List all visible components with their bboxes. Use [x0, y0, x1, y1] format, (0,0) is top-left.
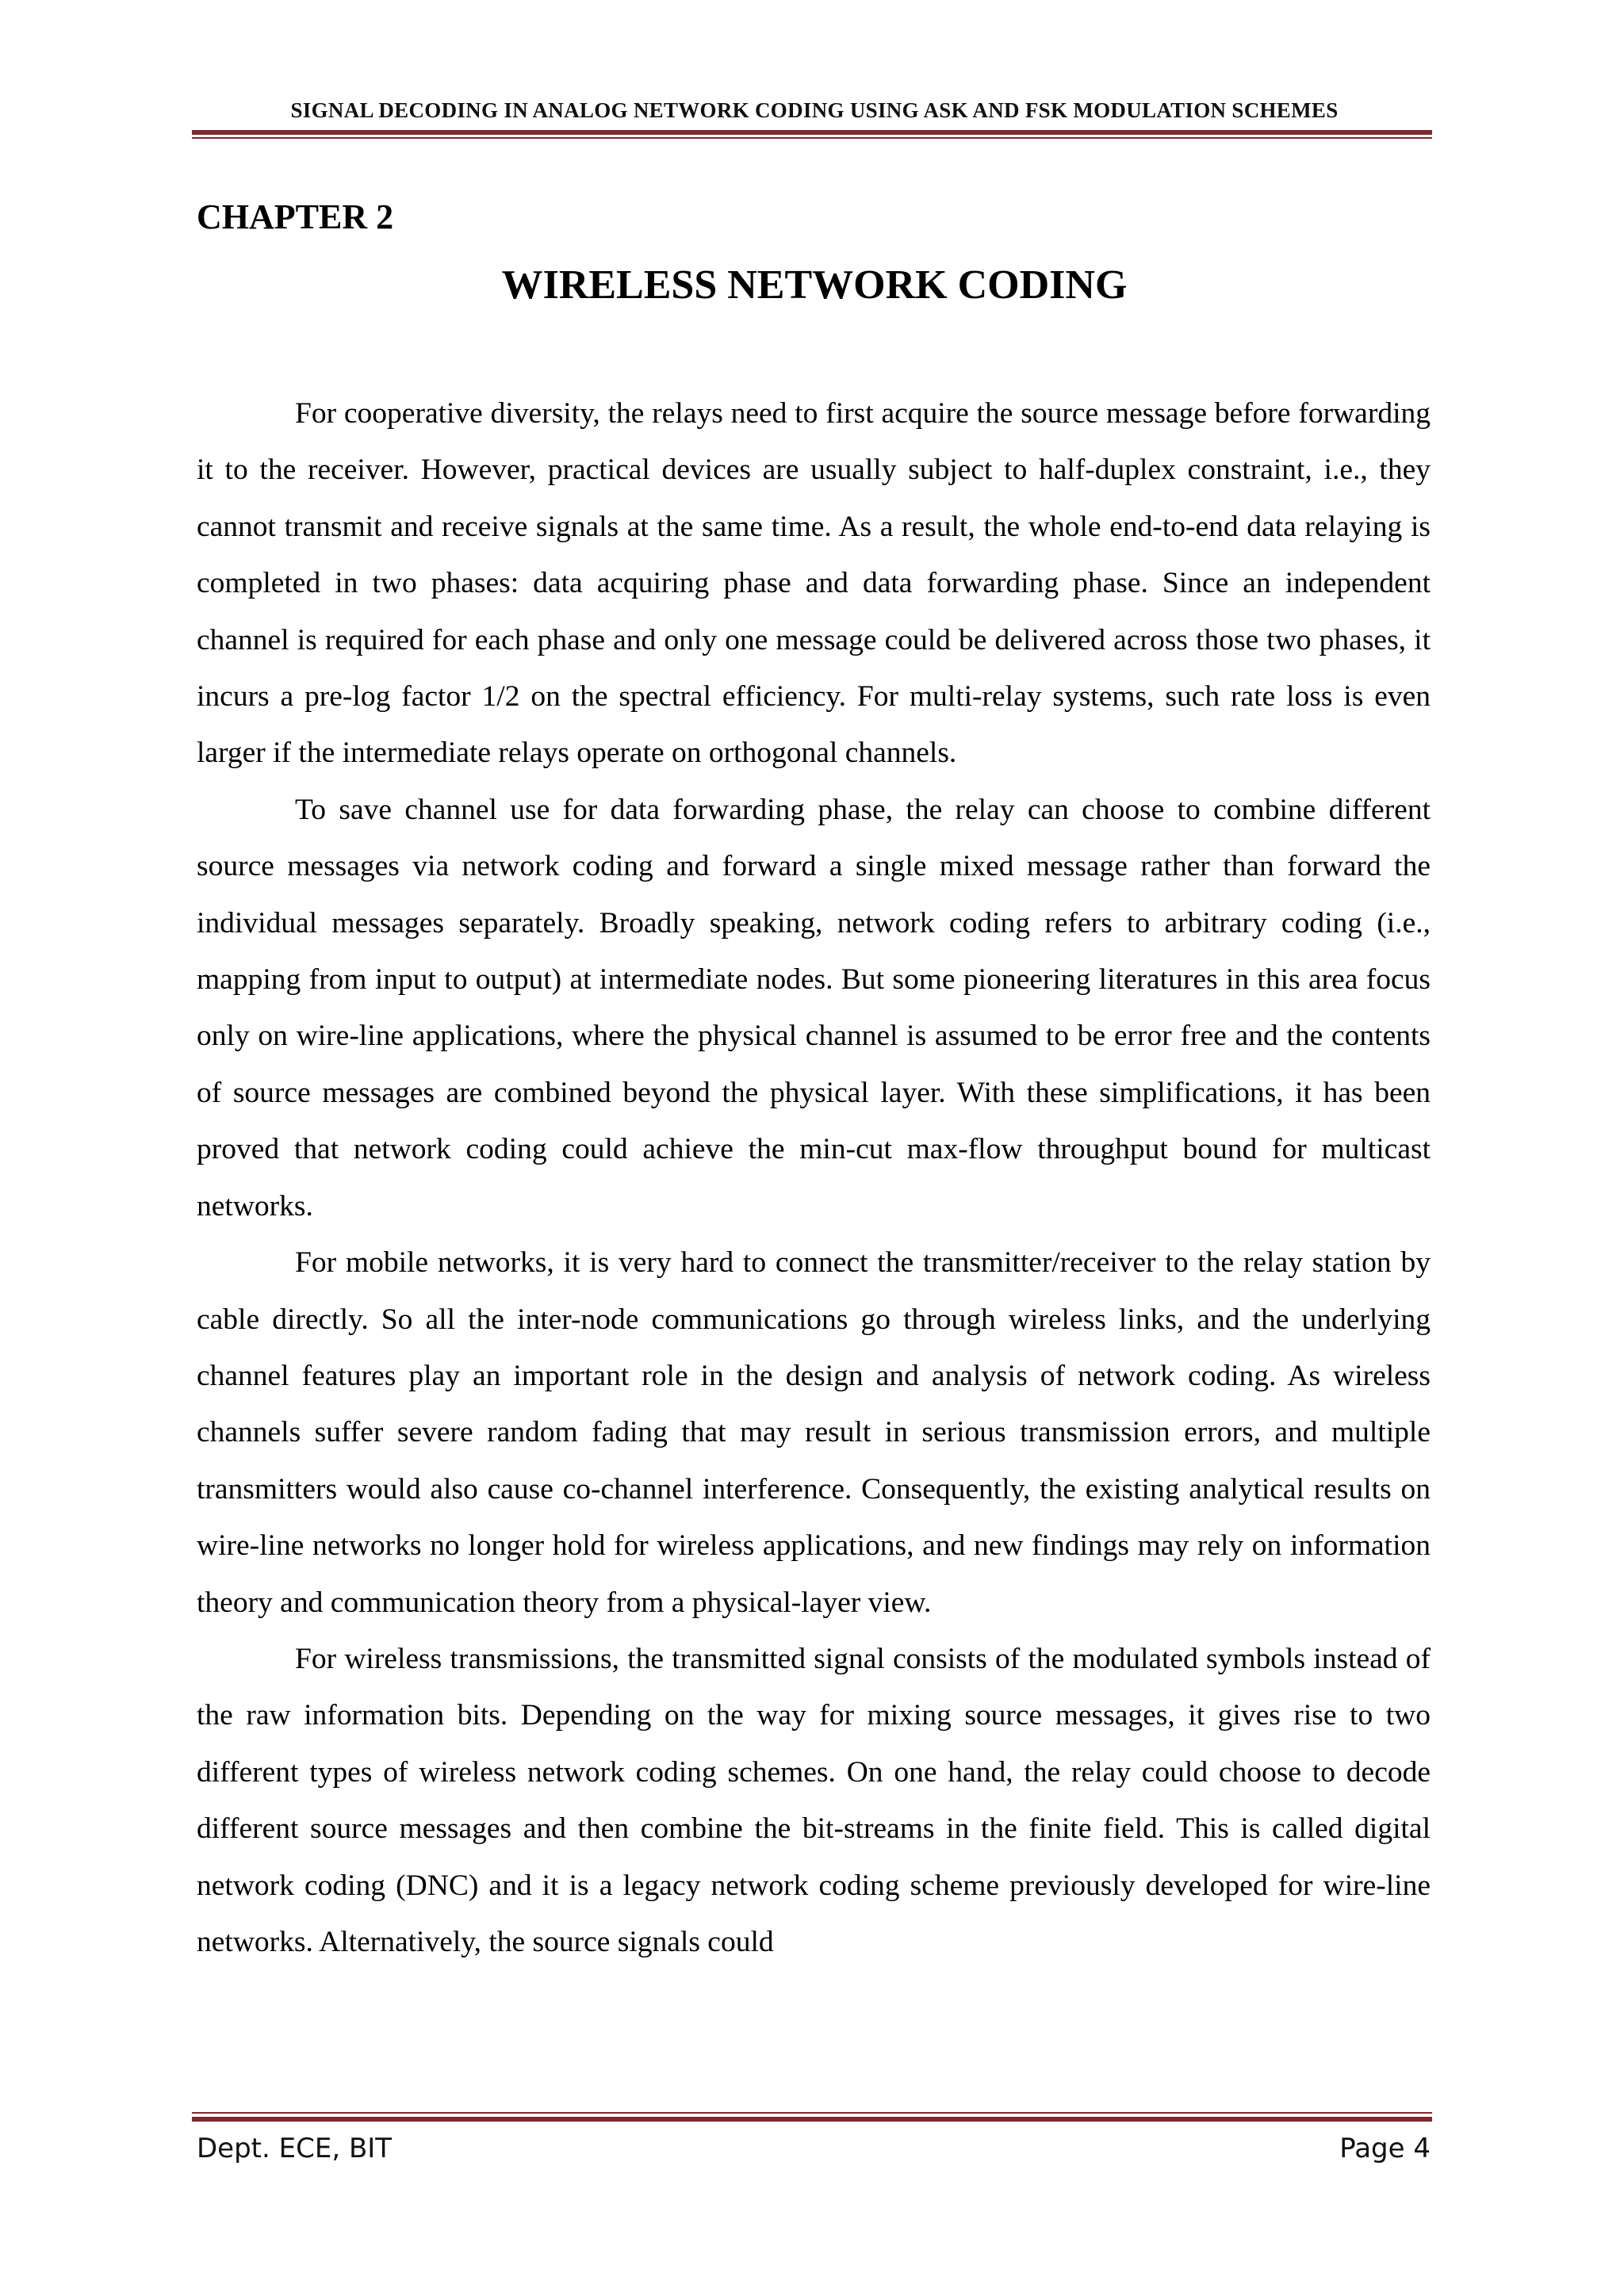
footer-rule-thin	[192, 2112, 1432, 2114]
body-text	[197, 385, 1431, 1970]
chapter-label: CHAPTER 2	[197, 197, 394, 236]
paragraph-4: For wireless transmissions, the transmitted signal consists of the modulated symbols instead of the raw information bits. Depending on the way for mixing source messages, it gives rise to two different types of wireless network coding schemes. On one hand, the relay could choose to decode different source messages and then combine the bit-streams in the finite field. This is called digital network coding (DNC) and it is a legacy network coding scheme previously developed for wire-line networks. Alternatively, the source signals could	[197, 1642, 1431, 1958]
paragraph-3: For mobile networks, it is very hard to connect the transmitter/receiver to the relay station by cable directly. So all the inter-node communications go through wireless links, and the underlying channel features play an important role in the design and analysis of network coding. As wireless channels suffer severe random fading that may result in serious transmission errors, and multiple transmitters would also cause co-channel interference. Consequently, the existing analytical results on wire-line networks no longer hold for wireless applications, and new findings may rely on information theory and communication theory from a physical-layer view.	[197, 1246, 1431, 1619]
running-header: SIGNAL DECODING IN ANALOG NETWORK CODING USING ASK AND FSK MODULATION SCHEMES	[290, 98, 1339, 122]
paragraph-2: To save channel use for data forwarding phase, the relay can choose to combine different source messages via network coding and forward a single mixed message rather than forward the individual messages separately. Broadly speaking, network coding refers to arbitrary coding (i.e., mapping from input to output) at intermediate nodes. But some pioneering literatures in this area focus only on wire-line applications, where the physical channel is assumed to be error free and the contents of source messages are combined beyond the physical layer. With these simplifications, it has been proved that network coding could achieve the min-cut max-flow throughput bound for multicast networks.	[197, 793, 1431, 1223]
footer-rule-thick	[192, 2117, 1432, 2122]
footer-page-number: Page 4	[1339, 2133, 1431, 2164]
chapter-title: WIRELESS NETWORK CODING	[501, 262, 1128, 308]
header-rule-thin	[192, 137, 1432, 139]
footer-department: Dept. ECE, BIT	[197, 2133, 393, 2164]
paragraph-1: For cooperative diversity, the relays need to first acquire the source message before forwarding it to the receiver. However, practical devices are usually subject to half-duplex constraint, i.e., they cannot transmit and receive signals at the same time. As a result, the whole end-to-end data relaying is completed in two phases: data acquiring phase and data forwarding phase. Since an independent channel is required for each phase and only one message could be delivered across those two phases, it incurs a pre-log factor 1/2 on the spectral efficiency. For multi-relay systems, such rate loss is even larger if the intermediate relays operate on orthogonal channels.	[197, 397, 1431, 770]
header-rule-thick	[192, 130, 1432, 135]
